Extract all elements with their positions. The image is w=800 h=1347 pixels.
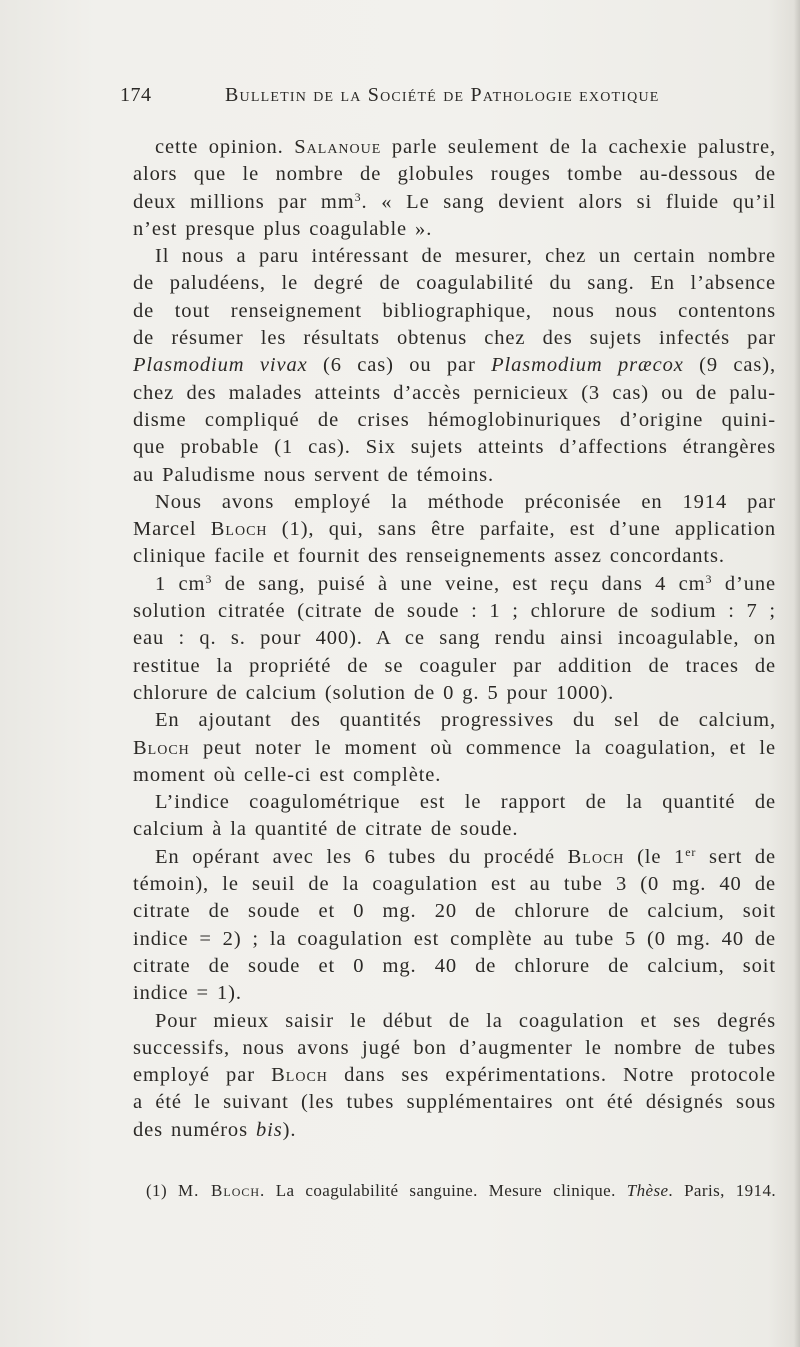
- italic-term: Plasmodium vivax: [133, 354, 308, 377]
- text-line: [133, 489, 776, 516]
- page-number: 174: [120, 84, 152, 106]
- superscript: 3: [354, 189, 362, 204]
- text-line: [133, 625, 776, 652]
- text-line: [133, 653, 776, 680]
- text-run: ).: [282, 1118, 297, 1141]
- text-line: [133, 598, 776, 625]
- text-line: [133, 844, 776, 871]
- text-line: [133, 789, 776, 816]
- superscript: 3: [205, 571, 213, 586]
- text-run: (le 1: [624, 845, 686, 868]
- text-run: disme compliqué de crises hémoglobinuriques d’origine quini-: [133, 408, 776, 431]
- text-run: citrate de soude et 0 mg. 40 de chlorure de calcium, soit: [133, 954, 776, 977]
- italic-term: Plasmodium præcox: [491, 354, 684, 377]
- text-line: [133, 762, 776, 789]
- text-line: [133, 898, 776, 925]
- text-line: [133, 270, 776, 297]
- paragraph: [133, 789, 776, 844]
- text-run: indice = 1).: [133, 982, 242, 1005]
- text-run: . « Le sang devient alors si fluide qu’il: [361, 190, 776, 213]
- text-line: [133, 325, 776, 352]
- author-name: Bloch: [133, 736, 190, 759]
- text-run: que probable (1 cas). Six sujets atteints d’affections étrangères: [133, 436, 776, 459]
- text-run: chlorure de calcium (solution de 0 g. 5 pour 1000).: [133, 681, 615, 704]
- paragraph: [133, 707, 776, 789]
- paragraph: [133, 1008, 776, 1144]
- text-run: Il nous a paru intéressant de mesurer, chez un certain nombre: [155, 245, 776, 268]
- text-run: calcium à la quantité de citrate de soude.: [133, 818, 519, 841]
- superscript: er: [685, 844, 697, 859]
- text-line: [133, 926, 776, 953]
- text-run: de paludéens, le degré de coagulabilité du sang. En l’absence: [133, 272, 776, 295]
- text-line: [133, 680, 776, 707]
- text-run: de tout renseignement bibliographique, nous nous contentons: [133, 299, 776, 322]
- text-run: restitue la propriété de se coaguler par addition de traces de: [133, 654, 776, 677]
- text-run: parle seulement de la cachexie palustre,: [381, 136, 776, 158]
- footnote-text: . La coagulabilité sanguine. Mesure clinique.: [260, 1181, 627, 1200]
- paragraph: [133, 489, 776, 571]
- text-line: [133, 1062, 776, 1089]
- text-run: deux millions par mm: [133, 190, 355, 213]
- paragraph: [133, 134, 776, 243]
- text-run: de sang, puisé à une veine, est reçu dans 4 cm: [212, 572, 706, 595]
- text-run: alors que le nombre de globules rouges tombe au-dessous de: [133, 163, 776, 186]
- text-line: [133, 1089, 776, 1116]
- text-run: chez des malades atteints d’accès pernicieux (3 cas) ou de palu-: [133, 381, 776, 404]
- text-run: En ajoutant des quantités progressives du sel de calcium,: [155, 709, 776, 732]
- text-line: [133, 735, 776, 762]
- text-line: [133, 816, 776, 843]
- footnote-author: M. Bloch: [178, 1181, 261, 1200]
- author-name: Salanoue: [294, 136, 382, 158]
- text-run: sert de: [696, 845, 776, 868]
- text-line: [133, 134, 776, 161]
- text-run: (9 cas),: [683, 354, 776, 377]
- text-run: (6 cas) ou par: [307, 354, 492, 377]
- text-line: [133, 434, 776, 461]
- text-run: 1 cm: [155, 572, 206, 595]
- footnote-thesis: Thèse: [626, 1181, 669, 1200]
- text-run: citrate de soude et 0 mg. 20 de chlorure de calcium, soit: [133, 900, 776, 923]
- paragraph: [133, 844, 776, 1008]
- text-line: [133, 352, 776, 379]
- text-line: [133, 543, 776, 570]
- text-line: [133, 243, 776, 270]
- text-run: dans ses expérimentations. Notre protocole: [327, 1064, 776, 1087]
- text-line: [133, 380, 776, 407]
- text-line: [133, 571, 776, 598]
- author-name: Bloch: [567, 845, 625, 868]
- body-text: [133, 134, 776, 1144]
- text-run: de résumer les résultats obtenus chez des sujets infectés par: [133, 327, 776, 350]
- text-line: [133, 707, 776, 734]
- text-line: [133, 189, 776, 216]
- text-run: des numéros: [133, 1118, 256, 1141]
- scan-edge-shadow: [794, 0, 800, 1347]
- paragraph: [133, 243, 776, 489]
- text-line: [133, 953, 776, 980]
- text-line: [133, 1008, 776, 1035]
- text-run: eau : q. s. pour 400). A ce sang rendu ainsi incoagulable, on: [133, 627, 776, 650]
- text-line: [133, 161, 776, 188]
- footnote-marker: (1): [146, 1181, 179, 1200]
- text-line: [133, 298, 776, 325]
- text-run: Marcel: [133, 518, 211, 541]
- paragraph: [133, 571, 776, 707]
- text-run: a été le suivant (les tubes supplémentaires ont été désignés sous: [133, 1091, 776, 1114]
- text-line: [133, 407, 776, 434]
- running-title: Bulletin de la Société de Pathologie exotique: [225, 84, 660, 106]
- text-run: L’indice coagulométrique est le rapport de la quantité de: [155, 791, 776, 814]
- footnote: [146, 1181, 776, 1201]
- text-line: [133, 516, 776, 543]
- text-line: [133, 980, 776, 1007]
- text-run: d’une: [712, 572, 776, 595]
- text-run: témoin), le seuil de la coagulation est au tube 3 (0 mg. 40 de: [133, 873, 776, 896]
- text-run: Nous avons employé la méthode préconisée en 1914 par: [155, 490, 776, 513]
- text-run: clinique facile et fournit des renseignements assez concordants.: [133, 545, 725, 568]
- text-run: successifs, nous avons jugé bon d’augmenter le nombre de tubes: [133, 1036, 776, 1059]
- text-line: [133, 1035, 776, 1062]
- footnote-text-end: . Paris, 1914.: [668, 1181, 776, 1200]
- text-line: [133, 1117, 776, 1144]
- text-run: indice = 2) ; la coagulation est complète au tube 5 (0 mg. 40 de: [133, 927, 776, 950]
- text-line: [133, 462, 776, 489]
- text-run: peut noter le moment où commence la coagulation, et le: [189, 736, 776, 759]
- text-run: moment où celle-ci est complète.: [133, 763, 442, 786]
- text-line: [133, 216, 776, 243]
- running-header: [120, 84, 780, 114]
- text-run: (1), qui, sans être parfaite, est d’une application: [267, 518, 776, 541]
- author-name: Bloch: [271, 1064, 328, 1087]
- text-line: [133, 871, 776, 898]
- author-name: Bloch: [210, 518, 268, 541]
- text-run: au Paludisme nous servent de témoins.: [133, 463, 494, 486]
- text-run: n’est presque plus coagulable ».: [133, 217, 433, 240]
- text-run: Pour mieux saisir le début de la coagulation et ses degrés: [155, 1009, 776, 1032]
- text-run: En opérant avec les 6 tubes du procédé: [155, 845, 568, 868]
- text-run: cette opinion.: [155, 136, 295, 158]
- text-run: solution citratée (citrate de soude : 1 ; chlorure de sodium : 7 ;: [133, 600, 776, 623]
- superscript: 3: [705, 571, 713, 586]
- italic-term: bis: [255, 1118, 283, 1141]
- text-run: employé par: [133, 1064, 272, 1087]
